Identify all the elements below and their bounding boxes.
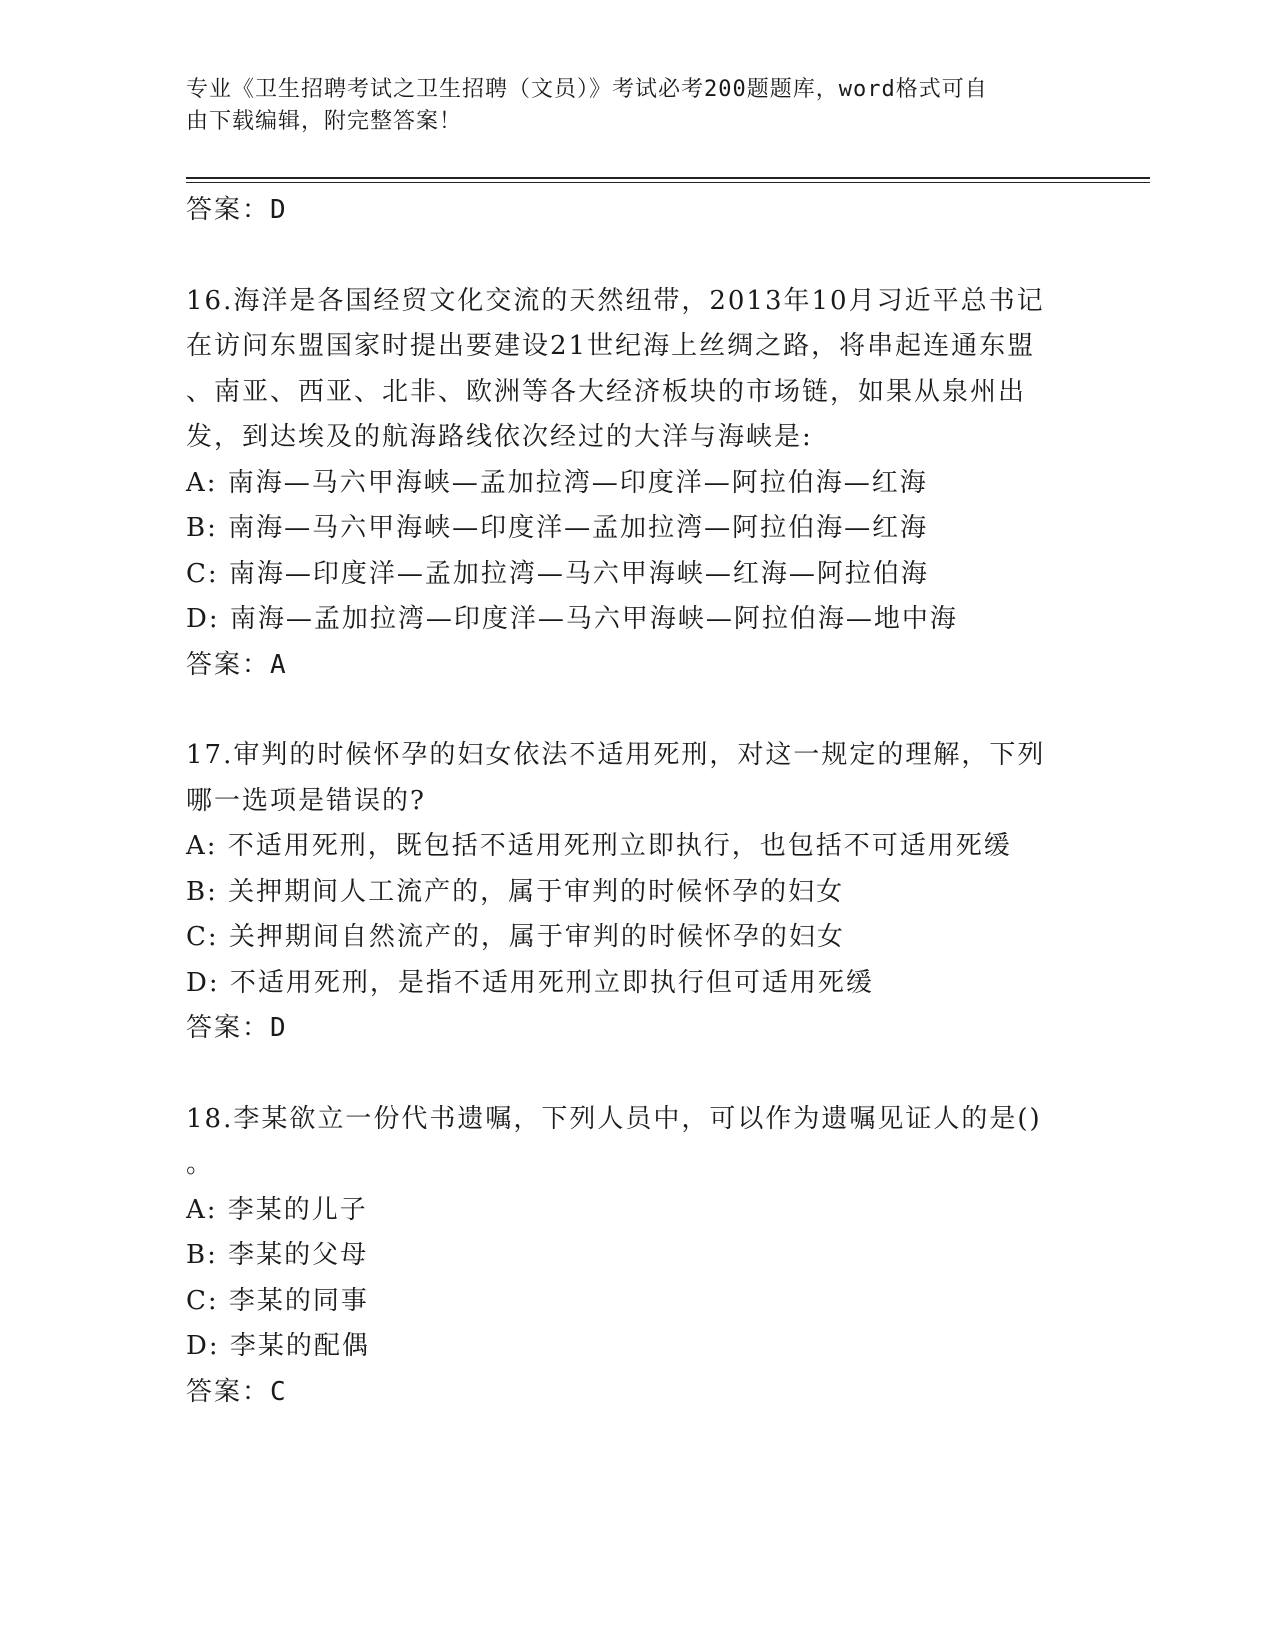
answer-prefix: 答案：	[186, 1013, 271, 1043]
option-c: C: 关押期间自然流产的，属于审判的时候怀孕的妇女	[186, 922, 845, 952]
answer-prefix: 答案：	[186, 649, 271, 680]
question-text-line: 16.海洋是各国经贸文化交流的天然纽带，2013年10月习近平总书记	[186, 285, 1045, 316]
page-header	[186, 74, 1066, 138]
question-16	[186, 279, 1086, 689]
option-d: D: 李某的配偶	[186, 1331, 370, 1361]
question-text-line: 、南亚、西亚、北非、欧洲等各大经济板块的市场链，如果从泉州出	[186, 376, 1027, 407]
option-b: B: 南海—马六甲海峡—印度洋—孟加拉湾—阿拉伯海—红海	[186, 513, 929, 543]
answer-line	[186, 1006, 1086, 1052]
answer-prefix: 答案：	[186, 195, 271, 225]
document-body	[186, 188, 1086, 1415]
answer-value: C	[270, 1376, 288, 1407]
question-17	[186, 733, 1086, 1052]
option-d: D: 不适用死刑，是指不适用死刑立即执行但可适用死缓	[186, 967, 874, 998]
answer-value: A	[270, 649, 288, 680]
option-c: C: 李某的同事	[186, 1285, 369, 1316]
option-b: B: 关押期间人工流产的，属于审判的时候怀孕的妇女	[186, 876, 845, 907]
option-c: C: 南海—印度洋—孟加拉湾—马六甲海峡—红海—阿拉伯海	[186, 558, 929, 589]
question-text-line: 在访问东盟国家时提出要建设21世纪海上丝绸之路，将串起连通东盟	[186, 331, 1036, 361]
header-line-1: 专业《卫生招聘考试之卫生招聘（文员）》考试必考200题题库，word格式可自	[186, 77, 988, 102]
answer-line	[186, 643, 1086, 689]
prev-answer	[186, 188, 1086, 234]
option-a: A: 南海—马六甲海峡—孟加拉湾—印度洋—阿拉伯海—红海	[186, 467, 928, 498]
question-text-line: 发，到达埃及的航海路线依次经过的大洋与海峡是:	[186, 422, 813, 452]
question-text-line: 18.李某欲立一份代书遗嘱，下列人员中，可以作为遗嘱见证人的是()	[186, 1103, 1042, 1134]
answer-value: D	[270, 195, 288, 225]
option-a: A: 李某的儿子	[186, 1194, 368, 1225]
option-b: B: 李某的父母	[186, 1240, 369, 1270]
question-text-line: 哪一选项是错误的?	[186, 785, 426, 816]
answer-line	[186, 1370, 1086, 1416]
header-rule	[186, 177, 1150, 179]
header-line-2: 由下载编辑，附完整答案！	[186, 109, 463, 134]
question-text-line: 17.审判的时候怀孕的妇女依法不适用死刑，对这一规定的理解，下列	[186, 740, 1046, 770]
header-rule-thin	[186, 182, 1150, 183]
answer-prefix: 答案：	[186, 1376, 271, 1407]
option-a: A: 不适用死刑，既包括不适用死刑立即执行，也包括不可适用死缓	[186, 831, 1012, 861]
answer-value: D	[270, 1013, 288, 1043]
question-18	[186, 1097, 1086, 1416]
option-d: D: 南海—孟加拉湾—印度洋—马六甲海峡—阿拉伯海—地中海	[186, 604, 958, 634]
question-text-line: 。	[186, 1149, 215, 1179]
